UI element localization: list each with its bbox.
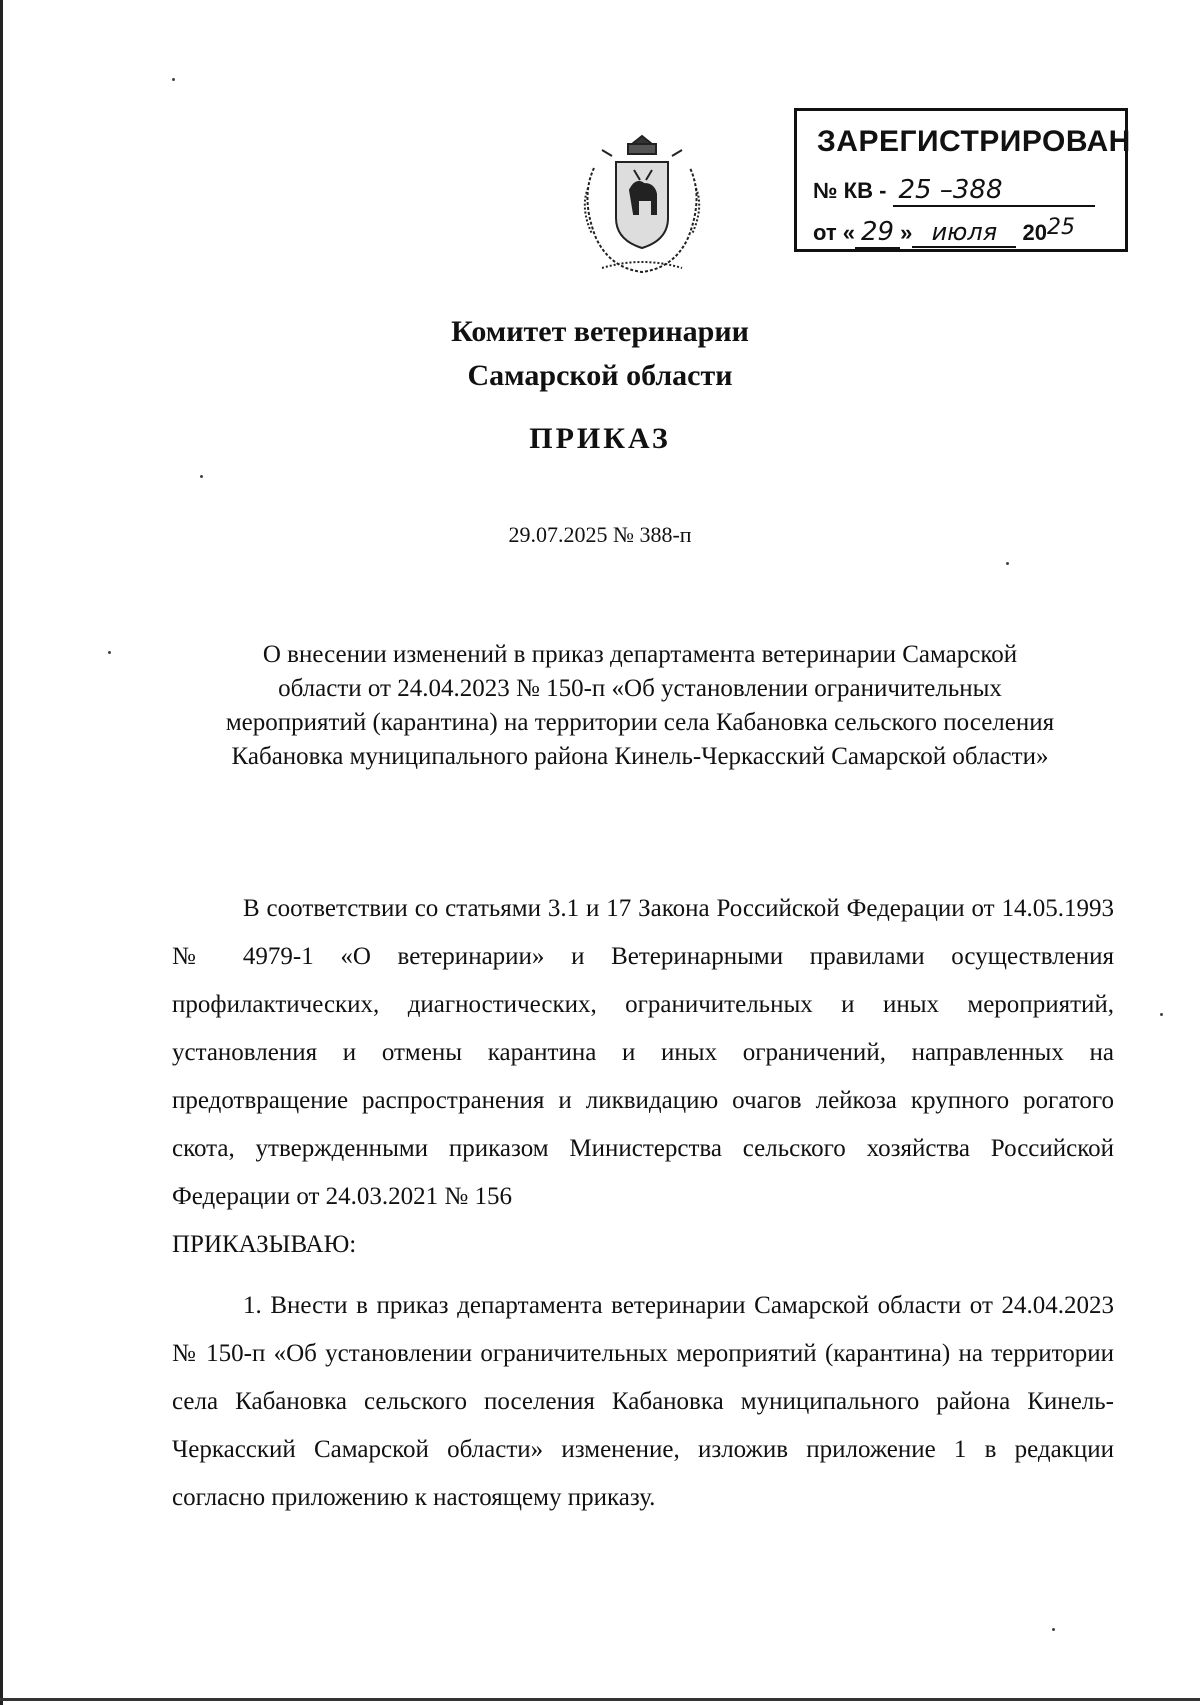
stamp-date-mid: » (900, 220, 913, 245)
document-date-number: 29.07.2025 № 388-п (508, 522, 692, 547)
subject-line-4: Кабановка муниципального района Кинель-Черкасский Самарской области» (231, 743, 1049, 770)
preamble-paragraph: В соответствии со статьями 3.1 и 17 Закона Российской Федерации от 14.05.1993 № 4979-1 «О ветеринарии» и Ветеринарными правилами осуществления профилактических, диагностических, ограничительных и иных мероприятий, установления и отмены карантина и иных ограничений, направленных на предотвращение распространения и ликвидацию очагов лейкоза крупного рогатого скота, утвержденными приказом Министерства сельского хозяйства Российской Федерации от 24.03.2021 № 156 (172, 895, 1114, 1210)
document-item-1 (172, 1282, 1114, 1522)
scan-speck (172, 78, 175, 81)
stamp-date-year-prefix: 20 (1022, 220, 1047, 245)
subject-line-1: О внесении изменений в приказ департамента ветеринарии Самарской (262, 641, 1018, 668)
stamp-number-row (813, 175, 1095, 207)
scan-speck (108, 651, 111, 654)
registration-stamp (794, 108, 1131, 252)
scan-speck (1052, 1628, 1055, 1631)
document-subject (160, 638, 1120, 774)
subject-line-3: мероприятий (карантина) на территории села Кабановка сельского поселения (225, 709, 1055, 736)
samara-region-coat-of-arms-icon (572, 128, 712, 278)
stamp-number-prefix: № КВ - (813, 178, 887, 203)
scan-left-edge (0, 0, 3, 1705)
item-1-paragraph: 1. Внести в приказ департамента ветеринарии Самарской области от 24.04.2023 № 150-п «Об установлении ограничительных мероприятий (карантина) на территории села Кабановка сельского поселения Кабановка муниципального района Кинель-Черкасский Самарской области» изменение, изложив приложение 1 в редакции согласно приложению к настоящему приказу. (172, 1292, 1114, 1511)
scan-speck (1006, 562, 1009, 565)
scan-bottom-edge (0, 1698, 1200, 1701)
stamp-date-year: 25 (1046, 215, 1075, 240)
document-preamble (172, 885, 1114, 1269)
organization-line-1: Комитет ветеринарии (451, 315, 749, 348)
stamp-date-prefix: от « (813, 220, 856, 245)
organization-name (0, 310, 1200, 398)
subject-line-2: области от 24.04.2023 № 150-п «Об установлении ограничительных (278, 675, 1002, 702)
organization-line-2: Самарской области (467, 359, 733, 392)
stamp-date-row (813, 215, 1075, 249)
scan-speck (1160, 1013, 1163, 1016)
stamp-title: ЗАРЕГИСТРИРОВАН (817, 125, 1131, 158)
stamp-number-handwritten: 25 –388 (893, 175, 1095, 207)
document-type: ПРИКАЗ (529, 422, 671, 455)
directive-word: ПРИКАЗЫВАЮ: (172, 1231, 357, 1258)
stamp-date-month: июля (912, 218, 1016, 248)
stamp-date-day: 29 (855, 217, 900, 249)
scan-speck (200, 475, 203, 478)
